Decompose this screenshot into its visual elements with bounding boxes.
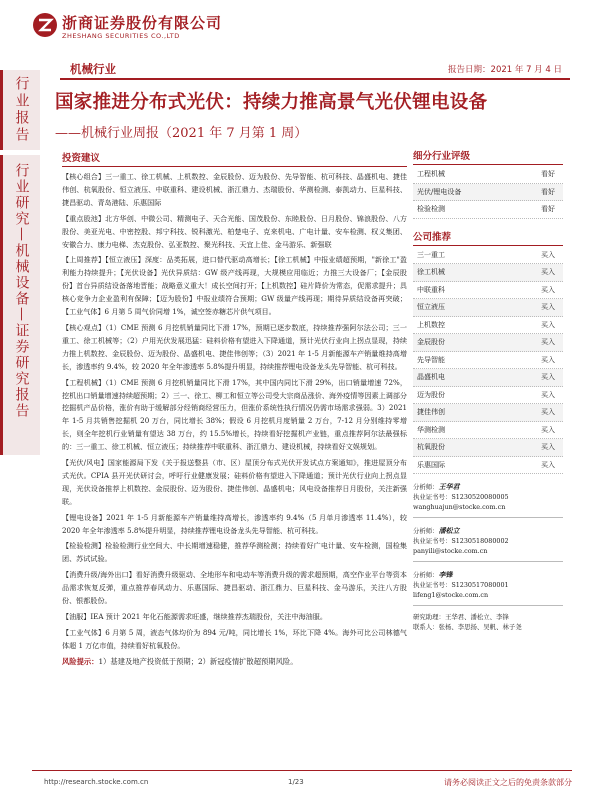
- company-name-cn: 浙商证券股份有限公司: [62, 14, 223, 32]
- analyst-name: 潘松立: [438, 526, 460, 535]
- stock-rating: 买入: [541, 250, 555, 259]
- rating-value: 看好: [541, 187, 555, 196]
- analyst-name: 王华君: [438, 482, 460, 491]
- recommend-row: [413, 334, 563, 352]
- sidebar-category: [0, 155, 40, 455]
- recommend-row: [413, 317, 563, 335]
- assistant-label: 研究助理：: [413, 613, 445, 621]
- recommend-row: [413, 422, 563, 440]
- stock-name: 杭氧股份: [417, 443, 445, 451]
- stock-rating: 买入: [541, 355, 555, 364]
- analyst-card: [413, 526, 563, 562]
- analyst-email[interactable]: panyili@stocke.com.cn: [413, 547, 488, 555]
- rating-row: [413, 184, 563, 202]
- stock-rating: 买入: [541, 285, 555, 294]
- sidebar-report-type-text: 行业报告: [13, 76, 30, 144]
- stock-name: 先导智能: [417, 355, 445, 364]
- stock-name: 晶盛机电: [417, 373, 445, 381]
- para-lithium: 【锂电设备】2021 年 1-5 月新能源车产销量维持高增长，渗透率约 9.4%（5 月单月渗透率 11.4%），较 2020 年全年渗透率 5.8%提升明显，持续推荐锂电设备龙头先导智能、杭可科技。: [62, 512, 407, 535]
- recommend-row: [413, 299, 563, 317]
- rating-table: [413, 166, 563, 219]
- stock-rating: 买入: [541, 390, 555, 399]
- recommend-row: [413, 282, 563, 300]
- risk-warning: [62, 656, 407, 668]
- recommend-row: [413, 439, 563, 457]
- analyst-name: 李锋: [438, 570, 453, 579]
- rating-row: [413, 201, 563, 219]
- industry-bar: [60, 58, 570, 80]
- disclaimer-note: 请务必阅读正文之后的免责条款部分: [444, 778, 572, 787]
- company-logo-icon: [32, 12, 58, 38]
- stock-name: 徐工机械: [417, 268, 445, 276]
- stock-rating: 买入: [541, 443, 555, 451]
- stock-rating: 买入: [541, 373, 555, 381]
- investment-section: [62, 150, 407, 668]
- stock-name: 上机数控: [417, 320, 445, 329]
- recommend-row: [413, 352, 563, 370]
- risk-label: 风险提示：: [62, 656, 99, 666]
- recommend-heading: 公司推荐: [413, 229, 563, 246]
- rating-name: 光伏/锂电设备: [417, 187, 462, 196]
- stock-rating: 买入: [541, 338, 555, 346]
- stock-name: 迈为股份: [417, 390, 445, 399]
- report-header: [0, 0, 600, 76]
- para-core-view: 【核心观点】（1）CME 预测 6 月挖机销量同比下滑 17%，预期已逐步数底，持续推荐强阿尔法公司；三一重工、徐工机械等；（2）户用光伏发展迅猛：硅料价格有望进入下降通道，预计光伏行业向上拐点显现，持续力推上机数控、金辰股份、迈为股份、晶盛机电、捷佳伟创等；（3）2021 年 1-5 月新能源车产销量维持高增长，渗透率约 9.4%，较 2020 年全年渗透率 5.8%提升明显，持续推荐锂电设备龙头先导智能、杭可科技。: [62, 322, 407, 371]
- analyst-cert: 执业证书号：S1230517080001: [413, 581, 509, 589]
- sidebar-category-text: 行业研究—机械设备—证券研究报告: [13, 163, 30, 419]
- risk-text: 1）基建及地产投资低于预期；2）新冠疫情扩散超预期风险。: [98, 656, 298, 666]
- sidebar-report-type: [0, 70, 40, 150]
- recommend-row: [413, 369, 563, 387]
- title-block: [55, 88, 575, 141]
- stock-rating: 买入: [541, 303, 555, 311]
- recommend-row: [413, 264, 563, 282]
- analyst-label: 分析师：: [413, 571, 439, 579]
- research-url-link[interactable]: http://research.stocke.com.cn: [44, 778, 149, 786]
- analyst-email[interactable]: lifeng1@stocke.com.cn: [413, 591, 489, 599]
- rating-value: 看好: [541, 170, 555, 178]
- investment-heading: 投资建议: [62, 150, 407, 167]
- rating-name: 工程机械: [417, 170, 445, 178]
- rating-value: 看好: [541, 205, 555, 213]
- page-number: 1/23: [288, 778, 304, 786]
- report-date: 报告日期：2021 年 7 月 4 日: [448, 65, 562, 75]
- right-sidebar: [413, 148, 563, 632]
- stock-name: 华测检测: [417, 425, 445, 434]
- stock-rating: 买入: [541, 268, 555, 276]
- para-oil-service: 【油服】IEA 预计 2021 年化石能源需求旺盛，继续推荐杰瑞股份，关注中海油服。: [62, 612, 327, 621]
- stock-name: 恒立液压: [417, 303, 445, 311]
- stock-rating: 买入: [541, 408, 555, 416]
- stock-name: 乐惠国际: [417, 460, 445, 469]
- rating-name: 检验检测: [417, 205, 445, 213]
- recommend-row: [413, 457, 563, 475]
- para-consumer-export: 【消费升级/海外出口】看好消费升级驱动、全地形车和电动车等消费升级的需求超预期，高空作业平台等资本品需求恢复反弹，重点推荐春风动力、乐惠国际、捷昌驱动、浙江鼎力、巨星科技、金马游乐，关注八方股份、银都股份。: [62, 570, 407, 606]
- recommend-row: [413, 247, 563, 265]
- stock-rating: 买入: [541, 460, 555, 469]
- para-industrial-gas: 【工业气体】6 月第 5 周，液态气体均价为 894 元/吨，同比增长 1%，环比下降 4%。海外可比公司林德气体超 1 万亿市值，持续看好杭氧股份。: [62, 627, 407, 650]
- para-core-portfolio: 【核心组合】三一重工、徐工机械、上机数控、金辰股份、迈为股份、先导智能、杭可科技、晶盛机电、捷佳伟创、杭氧股份、恒立液压、中联重科、建设机械、浙江鼎力、杰瑞股份、华测检测、泰凯动力、巨星科技、捷昌驱动、青岛港陆、乐惠国际: [62, 172, 407, 207]
- analyst-cert: 执业证书号：S1230520080005: [413, 493, 509, 501]
- stock-name: 中联重科: [417, 285, 445, 294]
- stock-rating: 买入: [541, 320, 555, 329]
- para-testing: 【检验检测】检验检测行业空间大、中长期增速稳健，推荐华测检测；持续看好广电计量、安车检测，国检集团、苏试试验。: [62, 541, 407, 564]
- stock-name: 捷佳伟创: [417, 408, 445, 416]
- stock-rating: 买入: [541, 425, 555, 434]
- analyst-card: [413, 570, 563, 606]
- rating-heading: 细分行业评级: [413, 148, 563, 165]
- para-last-week: 【上周推荐】【恒立液压】深度：品类拓展，进口替代驱动高增长；【徐工机械】中报业绩超预期，"新徐工"盈利能力持续提升；【光伏设备】光伏异质结：GW 级产线再现，大规模应用临近；力推三大设备厂；【金辰股份】首台异质结设备落地晋能；战略意义重大！成长空间打开；【上机数控】硅片降价为常态，促需求提升；具核心竞争力企业盈利有保障；【迈为股份】中报业绩符合预期；GW 级量产线再现；期待异质结设备再突破；【工业气体】6 月第 5 周气价同增 1%，诚空签赤糖芯片供气项目。: [62, 255, 407, 317]
- assistant-names: 王华君、潘松立、李锋: [444, 613, 509, 621]
- rating-row: [413, 166, 563, 184]
- page-title: 国家推进分布式光伏：持续力推高景气光伏锂电设备: [55, 92, 488, 113]
- industry-label: 机械行业: [70, 62, 116, 76]
- company-name-en: ZHESHANG SECURITIES CO.,LTD: [62, 32, 180, 40]
- contact-names: 张杨、李思扬、吴帆、林子尧: [438, 623, 522, 631]
- research-contacts: [413, 612, 563, 632]
- stock-name: 三一重工: [417, 250, 445, 259]
- recommend-row: [413, 387, 563, 405]
- stock-name: 金辰股份: [417, 338, 445, 346]
- page-footer: [32, 770, 572, 794]
- para-key-pool: 【重点股池】北方华创、中微公司、精测电子、天合光能、国茂股份、东睦股份、日月股份、锦浪股份、八方股份、美亚光电、中密控股、邦宁科技、锐科激光、柏楚电子、克来机电、广电计量、安车检测、权义集团、安徽合力、康力电梯、杰克股份、弘亚数控、聚光科技、天宜上佳、金马游乐、新强联: [62, 213, 407, 249]
- analyst-label: 分析师：: [413, 483, 439, 491]
- analyst-cert: 执业证书号：S1230518080002: [413, 537, 509, 545]
- recommend-row: [413, 404, 563, 422]
- page-subtitle: ——机械行业周报（2021 年 7 月第 1 周）: [55, 126, 308, 141]
- analyst-label: 分析师：: [413, 527, 439, 535]
- para-pv-wind: 【光伏/风电】国家能源局下发《关于报送整县（市、区）屋顶分布式光伏开发试点方案通知》，推进屋顶分布式光伏。CPIA 县开光伏研讨会，呼吁行业健康发展；硅料价格有望进入下降通道；预计光伏行业向上拐点显现，光伏设备推荐上机数控、金辰股份、迈为股份、捷佳伟创、晶盛机电；风电设备推荐日月股份，关注新强联。: [62, 458, 407, 506]
- contact-label: 联系人：: [413, 623, 439, 631]
- analyst-card: [413, 482, 563, 518]
- para-construction-machinery: 【工程机械】（1）CME 预测 6 月挖机销量同比下滑 17%，其中国内同比下滑 29%，出口销量增速 72%，挖机出口销量增速持续超预期；2）三一、徐工、柳工和恒立等公司受大宗商品涨价、海外疫情等因素上调部分挖掘机产品价格，涨价有助于缓解部分经销商经营压力，但涨价系统性执行情况仍需市场需求强弱。3）2021 年 1-5 月共销售挖掘机 20 万台，同比增长 38%；假设 6 月挖机月度销量 2 万台，7-12 月分别维持零增长，则全年挖机行业销量有望达 38 万台，约 15.5%增长，持续看好挖掘机产业链，重点推荐阿尔法最强标的：三一重工、徐工机械、恒立液压；持续推荐中联重科、浙江鼎力、建设机械，持续看好文娱规划。: [62, 377, 408, 452]
- recommend-table: [413, 247, 563, 475]
- analyst-email[interactable]: wanghuajun@stocke.com.cn: [413, 503, 506, 511]
